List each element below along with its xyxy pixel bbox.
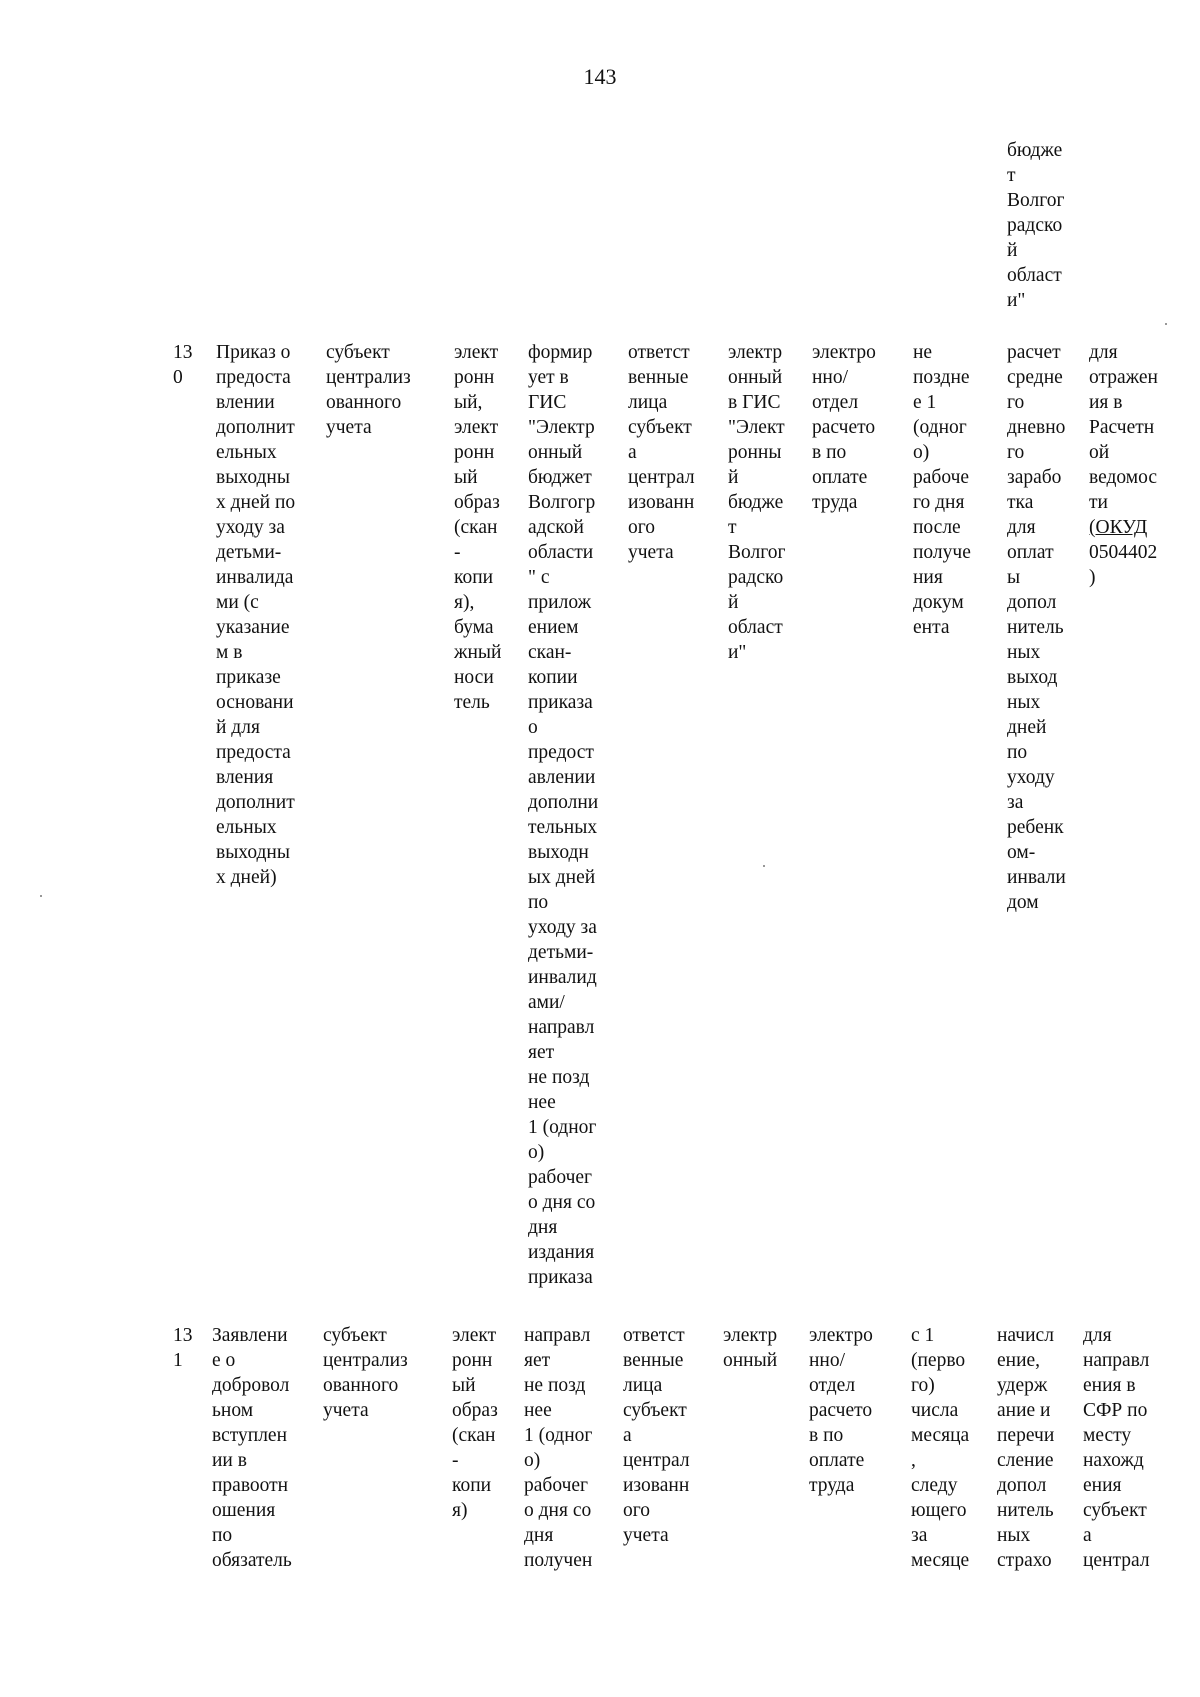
form-cell: элект ронн ый образ (скан - копи я): [452, 1325, 498, 1521]
scan-speck: [1165, 323, 1167, 325]
recipient-cell: электро нно/ отдел расчето в по оплате труда: [809, 1325, 873, 1496]
deadline-cell: с 1 (перво го) числа месяца , следу ющего за месяце: [911, 1325, 970, 1571]
transfer-form-cell: электр онный: [723, 1325, 778, 1371]
document-name-cell: Заявлени е о добровол ьном вступлен ии в правоотн ошения по обязатель: [212, 1325, 292, 1571]
purpose-cell: для направл ения в СФР по месту нахожд ения субъект а централ: [1083, 1325, 1150, 1571]
transfer-form-cell: электр онный в ГИС "Элект ронны й бюдже т Волгог радско й област и": [728, 342, 786, 663]
creator-cell: субъект централиз ованного учета: [323, 1325, 408, 1421]
responsible-cell: ответст венные лица субъект а централ изованн ого учета: [623, 1325, 690, 1546]
action-cell: расчет средне го дневно го зарабо тка для оплат ы допол нитель ных выход ных дней по уходу за ребенк ом- инвали дом: [1007, 342, 1066, 913]
document-name-cell: Приказ о предоста влении дополнит ельных выходны х дней по уходу за детьми- инвалида ми (с указание м в приказе основани й для предоста вления дополнит ельных выходны х дней): [216, 342, 296, 888]
row-number: 13 1: [173, 1325, 193, 1371]
okud-code: 0504402 ): [1089, 542, 1158, 588]
form-cell: элект ронн ый, элект ронн ый образ (скан - копи я), бума жный носи тель: [454, 342, 502, 713]
scan-speck: [40, 895, 42, 897]
recipient-cell: электро нно/ отдел расчето в по оплате труда: [812, 342, 876, 513]
page-number: 143: [583, 64, 617, 89]
responsible-cell: ответст венные лица субъект а централ изованн ого учета: [628, 342, 695, 563]
deadline-cell: не поздне е 1 (одног о) рабоче го дня после получе ния докум ента: [913, 342, 971, 638]
okud-link[interactable]: (ОКУД: [1089, 517, 1148, 538]
creator-cell: субъект централиз ованного учета: [326, 342, 411, 438]
procedure-cell: формир ует в ГИС "Электр онный бюджет Волгогр адской области " с прилож ением скан- копии приказа о предост авлении дополни тельных выходн ых дней по уходу за детьми- инвалид ами/ направл яет не позд нее 1 (одног о) рабочег о дня со дня издания приказа: [528, 342, 599, 1288]
action-cell: начисл ение, удерж ание и перечи сление допол нитель ных страхо: [997, 1325, 1055, 1571]
purpose-text: для отражен ия в Расчетн ой ведомос ти: [1089, 342, 1158, 513]
purpose-cell: [1089, 340, 1158, 590]
scan-speck: [763, 865, 765, 867]
row-number: 13 0: [173, 342, 193, 388]
procedure-cell: направл яет не позд нее 1 (одног о) рабочег о дня со дня получен: [524, 1325, 593, 1571]
continuation-cell: бюдже т Волгог радско й област и": [1007, 140, 1065, 311]
